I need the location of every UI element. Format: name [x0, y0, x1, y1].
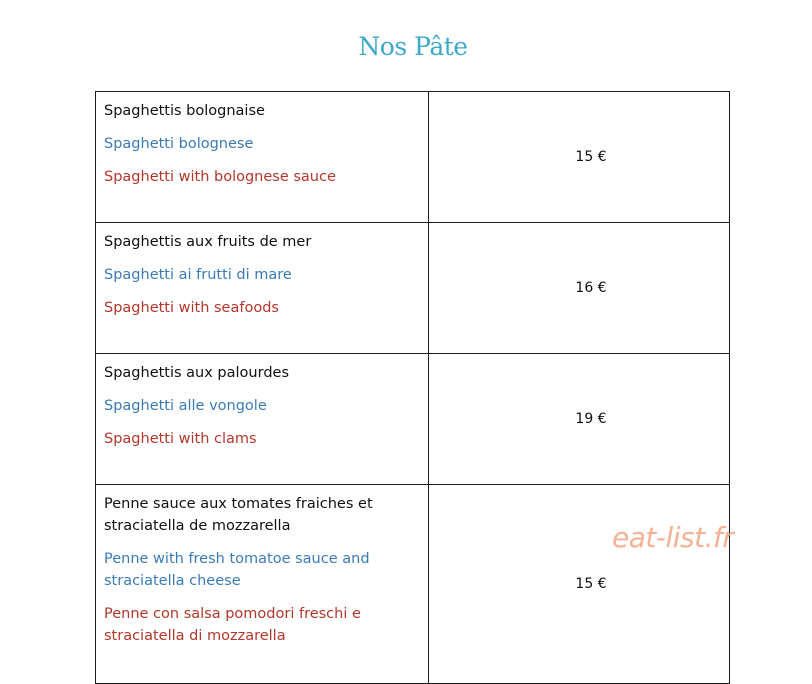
- dish-name-french: Spaghettis bolognaise: [104, 103, 265, 119]
- dish-name-cell: [96, 485, 429, 684]
- dish-name-english: Spaghetti with bolognese sauce: [104, 169, 336, 185]
- dish-name-italian: Spaghetti alle vongole: [104, 398, 267, 414]
- dish-price: 15 €: [575, 149, 607, 165]
- dish-name-cell: [96, 354, 429, 485]
- price-cell: [429, 92, 730, 223]
- dish-name-french: Spaghettis aux fruits de mer: [104, 234, 312, 250]
- table-row: [96, 485, 730, 684]
- dish-name-italian: Spaghetti ai frutti di mare: [104, 267, 292, 283]
- dish-price: 19 €: [575, 411, 607, 427]
- menu-table: [95, 91, 730, 684]
- price-cell: [429, 485, 730, 684]
- dish-name-french: Penne sauce aux tomates fraiches et straciatella de mozzarella: [104, 496, 373, 534]
- table-row: [96, 92, 730, 223]
- dish-name-cell: [96, 223, 429, 354]
- table-row: [96, 354, 730, 485]
- dish-name-english: Spaghetti with seafoods: [104, 300, 279, 316]
- dish-name-cell: [96, 92, 429, 223]
- table-row: [96, 223, 730, 354]
- dish-name-italian: Spaghetti bolognese: [104, 136, 254, 152]
- page-title: Nos Pâte: [358, 32, 468, 61]
- dish-price: 16 €: [575, 280, 607, 296]
- dish-name-english: Penne con salsa pomodori freschi e straciatella di mozzarella: [104, 606, 361, 644]
- dish-name-french: Spaghettis aux palourdes: [104, 365, 290, 381]
- watermark: eat-list.fr: [612, 521, 734, 554]
- price-cell: [429, 354, 730, 485]
- price-cell: [429, 223, 730, 354]
- dish-name-italian: Penne with fresh tomatoe sauce and straciatella cheese: [104, 551, 370, 589]
- dish-name-english: Spaghetti with clams: [104, 431, 257, 447]
- dish-price: 15 €: [575, 576, 607, 592]
